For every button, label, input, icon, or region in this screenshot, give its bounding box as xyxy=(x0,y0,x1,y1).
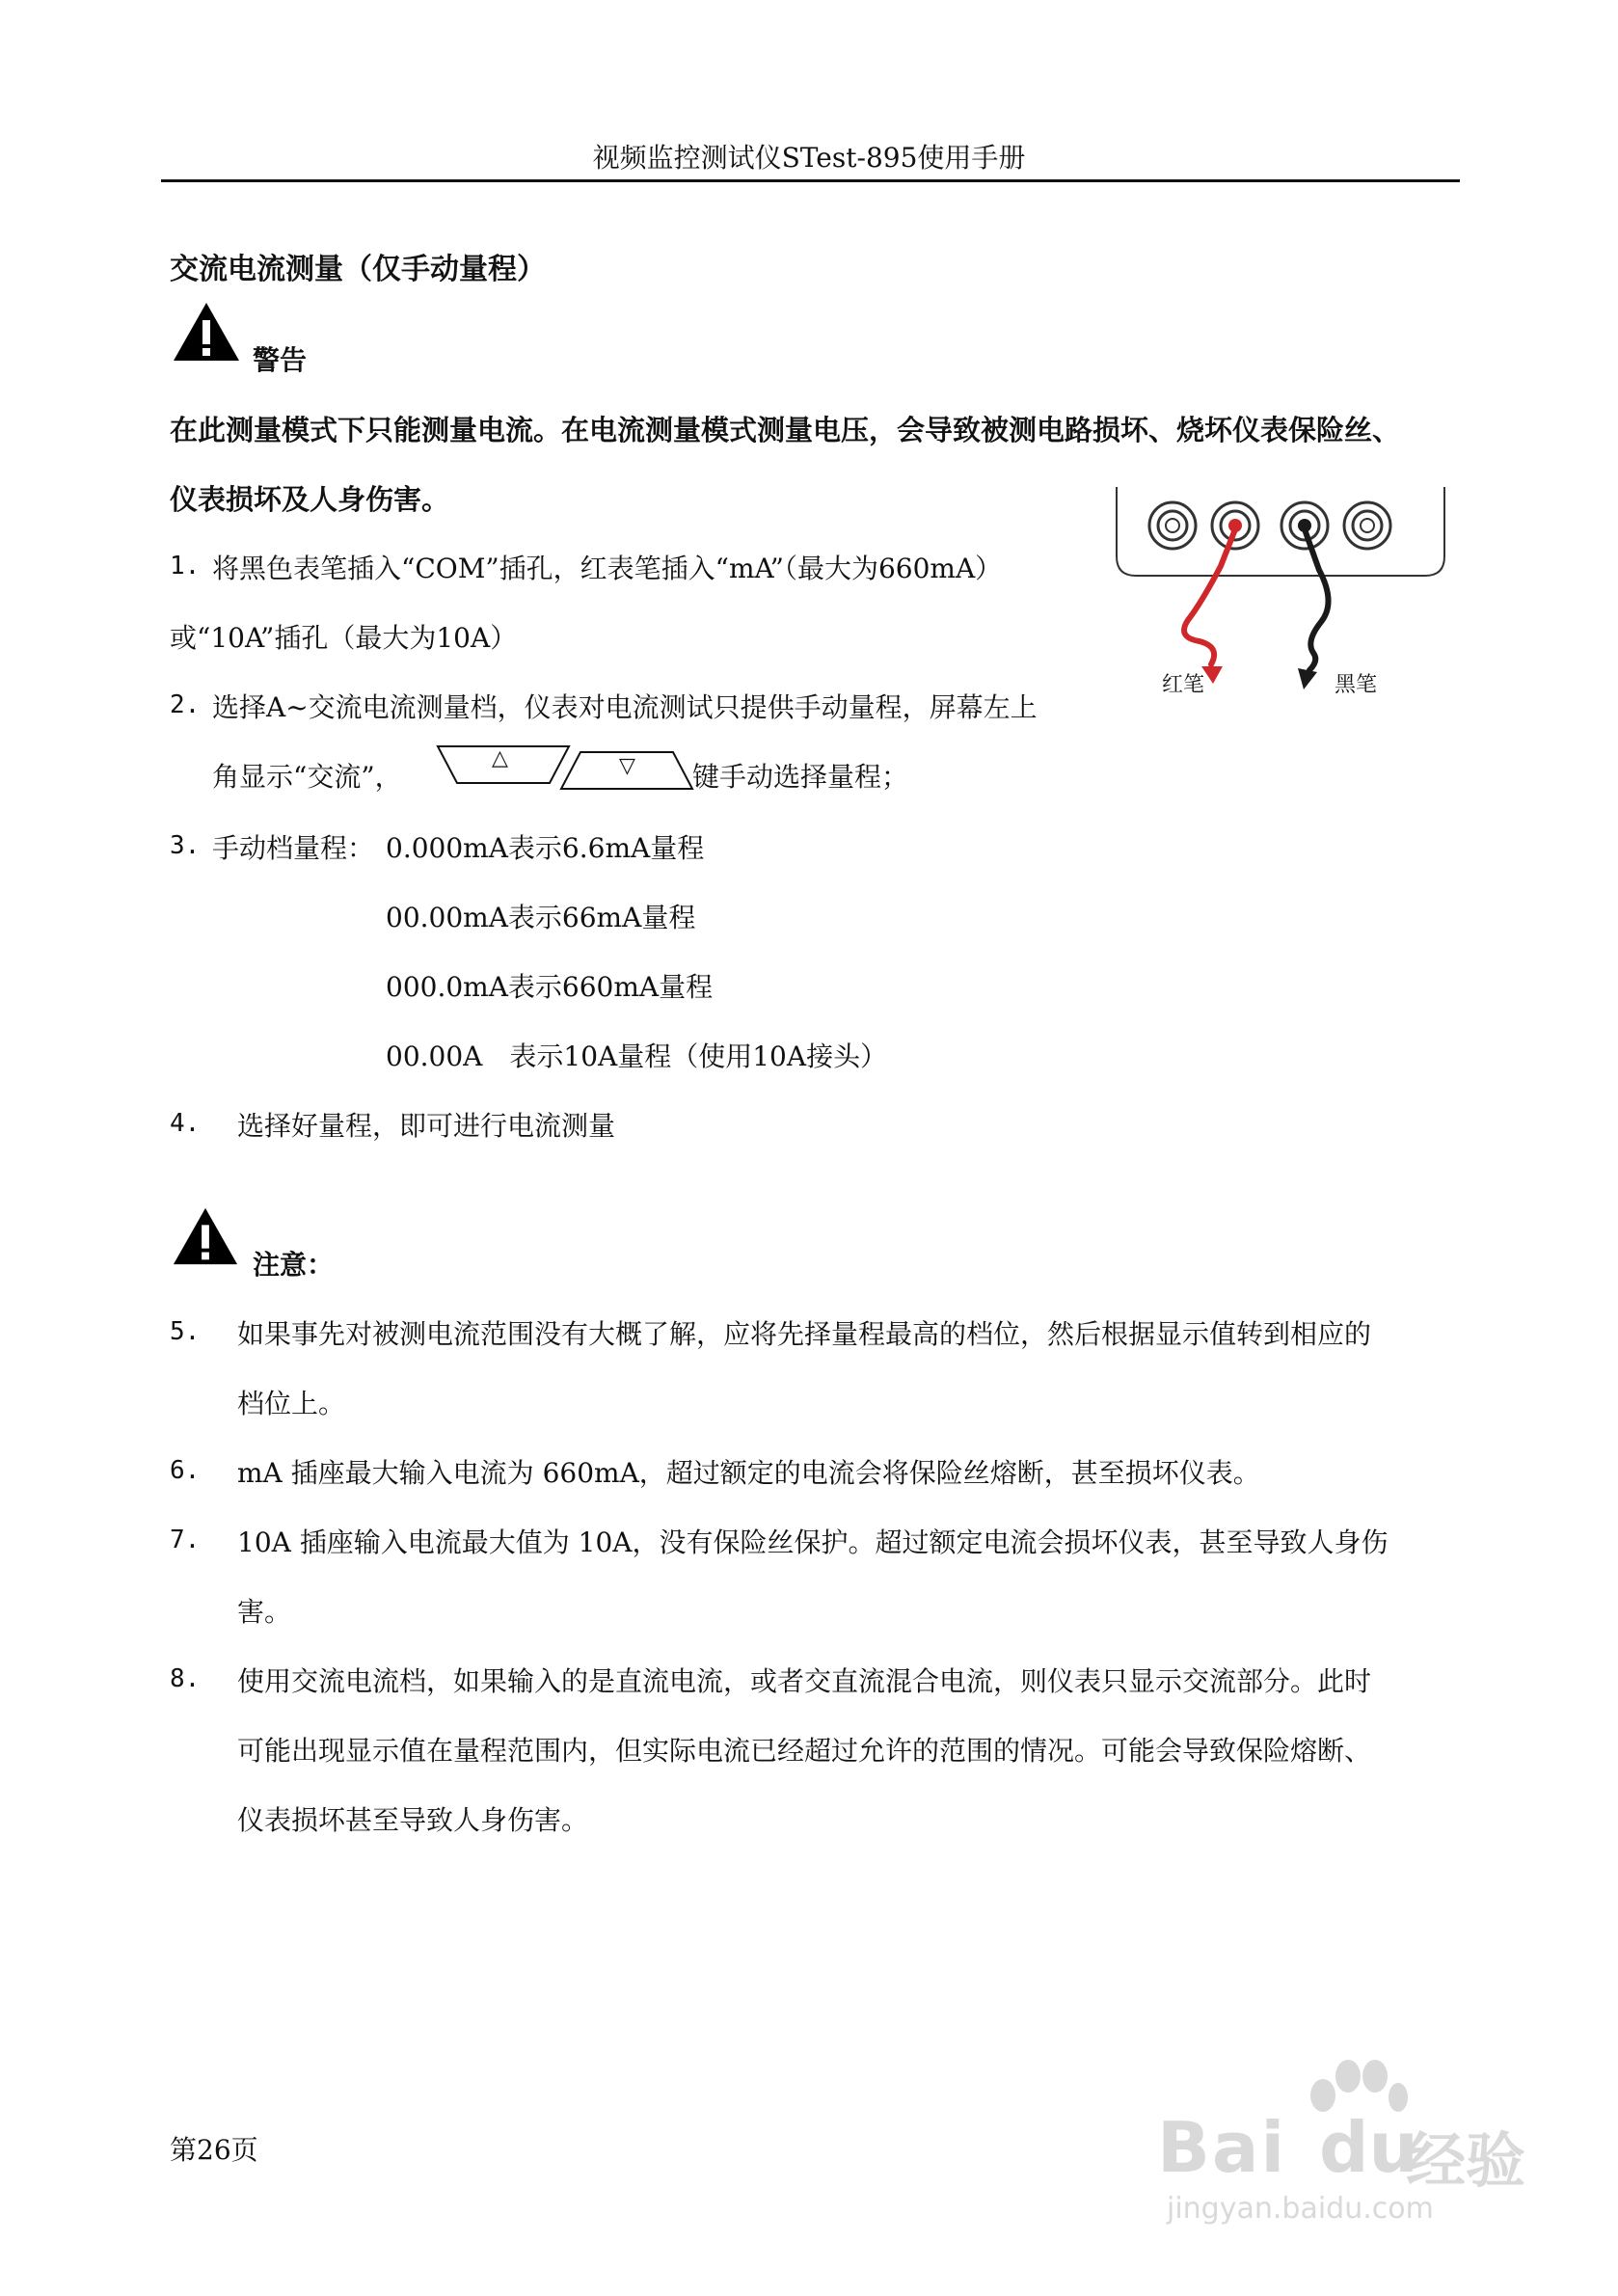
jack-3-com xyxy=(1281,502,1328,549)
step-1-text-b: 或“10A”插孔（最大为10A） xyxy=(170,622,518,654)
watermark-brand-cn: 经验 xyxy=(1406,2125,1526,2196)
header-rule xyxy=(161,179,1460,182)
jack-4 xyxy=(1344,502,1390,549)
note-5-text-a: 如果事先对被测电流范围没有大概了解，应将先择量程最高的档位，然后根据显示值转到相应的 xyxy=(237,1318,1372,1350)
note-8-text-c: 仪表损坏甚至导致人身伤害。 xyxy=(237,1804,589,1836)
step-1-number: 1. xyxy=(170,552,201,581)
watermark-brand2: du xyxy=(1319,2107,1418,2188)
step-3-label: 手动档量程： xyxy=(212,832,375,864)
jack-1 xyxy=(1149,502,1196,549)
note-7-number: 7. xyxy=(170,1526,201,1554)
section-title: 交流电流测量（仅手动量程） xyxy=(170,253,546,286)
meter-jacks-figure xyxy=(1107,487,1454,699)
watermark-brand: Bai xyxy=(1157,2107,1287,2188)
note-label: 注意： xyxy=(253,1249,335,1281)
step-1-text-a: 将黑色表笔插入“COM”插孔，红表笔插入“mA”（最大为660mA） xyxy=(212,553,1003,584)
watermark-url: jingyan.baidu.com xyxy=(1167,2192,1434,2226)
note-8-number: 8. xyxy=(170,1664,201,1693)
header-title: 视频监控测试仪STest-895使用手册 xyxy=(592,142,1026,174)
down-key-glyph: ▽ xyxy=(619,754,635,778)
warning-triangle-icon xyxy=(172,301,241,363)
step-2-text-b-pre: 角显示“交流”， xyxy=(212,761,402,793)
step-4-text: 选择好量程，即可进行电流测量 xyxy=(237,1110,616,1142)
note-6-text: mA 插座最大输入电流为 660mA，超过额定的电流会将保险丝熔断，甚至损坏仪表。 xyxy=(237,1457,1260,1489)
step-4-number: 4. xyxy=(170,1109,201,1138)
red-probe-lead xyxy=(1184,529,1235,664)
warning-label: 警告 xyxy=(253,344,308,376)
note-5-text-b: 档位上。 xyxy=(237,1388,346,1419)
jack-2-ma xyxy=(1212,502,1258,549)
black-probe-lead xyxy=(1305,529,1329,670)
step-3-number: 3. xyxy=(170,831,201,860)
range-item: 0.000mA表示6.6mA量程 xyxy=(386,832,705,864)
note-7-text-b: 害。 xyxy=(237,1596,292,1628)
up-key-glyph: △ xyxy=(492,746,508,770)
step-2-number: 2. xyxy=(170,690,201,719)
range-item: 00.00A 表示10A量程（使用10A接头） xyxy=(386,1040,888,1072)
warning-text-line1: 在此测量模式下只能测量电流。在电流测量模式测量电压，会导致被测电路损坏、烧坏仪表保险丝、 xyxy=(170,414,1401,446)
range-item: 000.0mA表示660mA量程 xyxy=(386,971,714,1003)
step-2-text-b-post: 键手动选择量程； xyxy=(692,761,909,793)
red-probe-tip-icon xyxy=(1201,666,1223,684)
range-item: 00.00mA表示66mA量程 xyxy=(386,902,696,933)
step-2-text-a: 选择A~交流电流测量档，仪表对电流测试只提供手动量程，屏幕左上 xyxy=(212,691,1038,723)
note-8-text-a: 使用交流电流档，如果输入的是直流电流，或者交直流混合电流，则仪表只显示交流部分。此时 xyxy=(237,1665,1372,1697)
note-6-number: 6. xyxy=(170,1456,201,1485)
baidu-watermark xyxy=(1157,2059,1543,2232)
note-7-text-a: 10A 插座输入电流最大值为 10A，没有保险丝保护。超过额定电流会损坏仪表，甚至导致人身伤 xyxy=(237,1526,1389,1558)
black-probe-tip-icon xyxy=(1298,668,1317,689)
red-probe-label: 红笔 xyxy=(1162,673,1205,697)
black-probe-label: 黑笔 xyxy=(1335,673,1378,697)
note-5-number: 5. xyxy=(170,1317,201,1346)
caution-triangle-icon xyxy=(172,1205,239,1267)
page-number: 第26页 xyxy=(170,2134,258,2166)
note-8-text-b: 可能出现显示值在量程范围内，但实际电流已经超过允许的范围的情况。可能会导致保险熔断、 xyxy=(237,1735,1372,1767)
warning-text-line2: 仪表损坏及人身伤害。 xyxy=(170,483,450,516)
